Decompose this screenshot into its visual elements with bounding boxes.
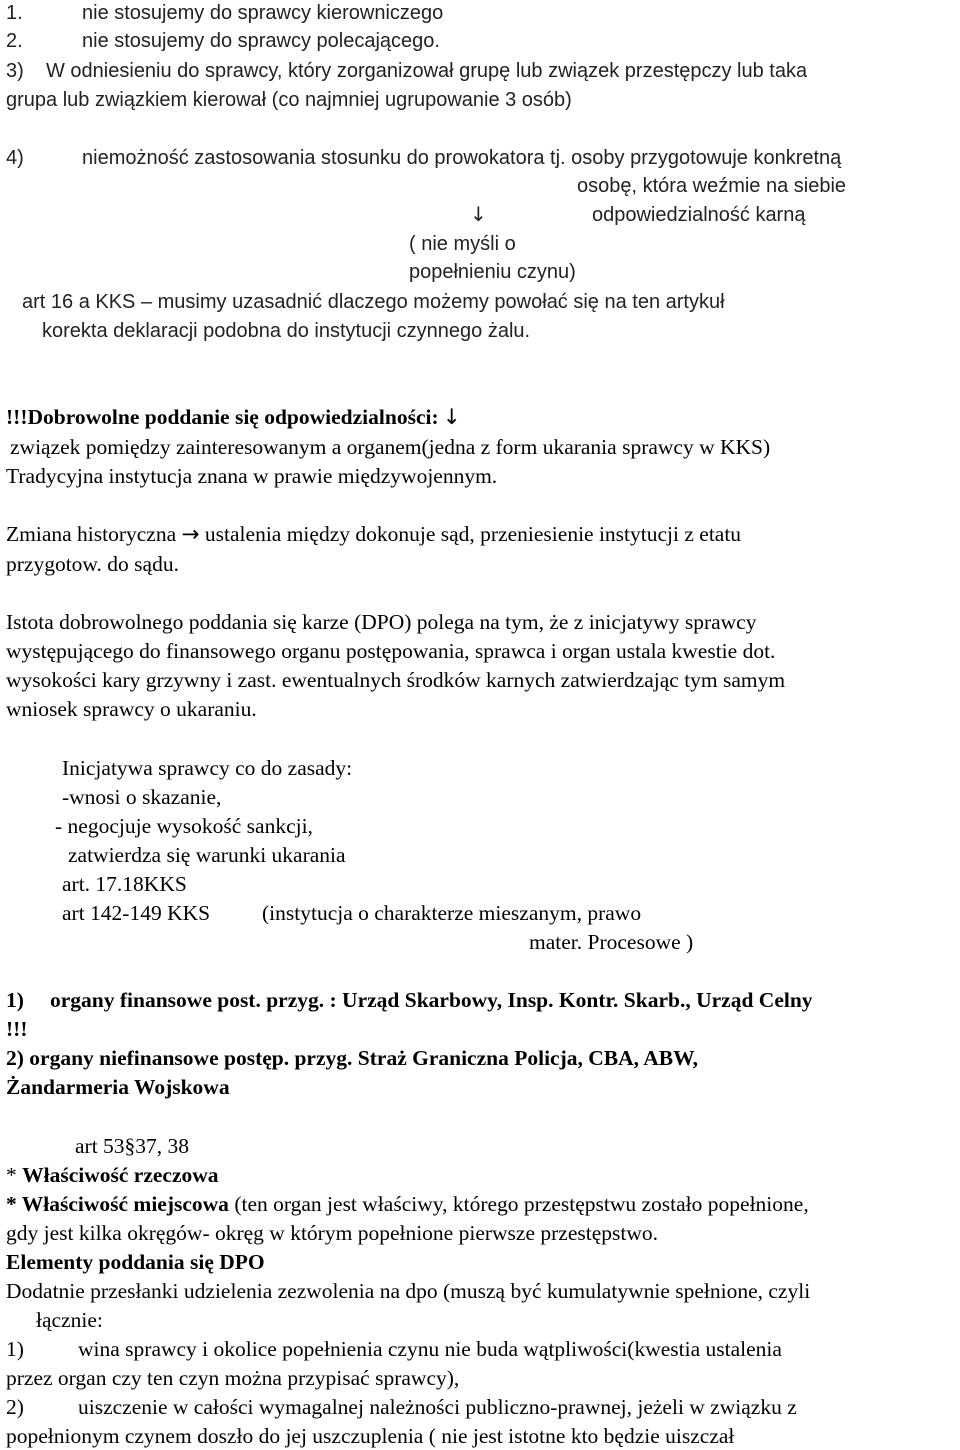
list-item-2: 2. nie stosujemy do sprawcy polecającego. — [6, 30, 440, 52]
art-16a-line: art 16 a KKS – musimy uzasadnić dlaczego możemy powołać się na ten artykuł — [22, 291, 725, 313]
list-item-1: 1. nie stosujemy do sprawcy kierowniczego — [6, 2, 444, 24]
paragraph-line: Zmiana historyczna → ustalenia między dokonuje sąd, przeniesienie instytucji z etatu — [6, 522, 742, 547]
competence-subject: * Właściwość rzeczowa — [6, 1163, 219, 1187]
paragraph-line: gdy jest kilka okręgów- okręg w którym popełnione pierwsze przestępstwo. — [6, 1221, 659, 1245]
competence-place: * Właściwość miejscowa (ten organ jest właściwy, którego przestępstwu zostało popełnione, — [6, 1192, 809, 1216]
organs-item-2: 2) organy niefinansowe postęp. przyg. Straż Graniczna Policja, CBA, ABW, — [6, 1046, 698, 1070]
paragraph-line: łącznie: — [36, 1308, 103, 1332]
initiative-line: -wnosi o skazanie, — [62, 785, 222, 809]
list-item-3-cont: grupa lub związkiem kierował (co najmniej ugrupowanie 3 osób) — [6, 89, 572, 111]
initiative-line: zatwierdza się warunki ukarania — [68, 843, 346, 867]
organs-item-1-cont: !!! — [6, 1017, 28, 1041]
initiative-line: Inicjatywa sprawcy co do zasady: — [62, 756, 353, 780]
paragraph-line: występującego do finansowego organu postępowania, sprawca i organ ustala kwestie dot. — [6, 639, 776, 663]
paragraph-line: Dodatnie przesłanki udzielenia zezwolenia na dpo (muszą być kumulatywnie spełnione, czyli — [6, 1279, 811, 1303]
condition-item-2: 2) uiszczenie w całości wymagalnej należności publiczno-prawnej, jeżeli w związku z — [6, 1395, 797, 1419]
initiative-line: art. 17.18KKS — [62, 872, 187, 896]
arrow-down-icon: ↓ — [442, 405, 461, 430]
list-item-3: 3) W odniesieniu do sprawcy, który zorganizował grupę lub związek przestępczy lub taka — [6, 60, 808, 82]
list-item-4-cont-1: osobę, która weźmie na siebie — [577, 175, 847, 197]
initiative-line: art 142-149 KKS (instytucja o charakterze mieszanym, prawo — [62, 901, 642, 925]
arrow-right-icon: → — [181, 522, 200, 547]
paragraph-line: przygotow. do sądu. — [6, 552, 179, 576]
condition-item-2-cont: popełnionym czynem doszło do jej uszczuplenia ( nie jest istotne kto będzie uiszczał — [6, 1424, 735, 1448]
list-item-4-cont-4: popełnieniu czynu) — [409, 261, 576, 283]
organs-item-2-cont: Żandarmeria Wojskowa — [6, 1075, 230, 1099]
paragraph-line: Istota dobrowolnego poddania się karze (DPO) polega na tym, że z inicjatywy sprawcy — [6, 610, 757, 634]
article-ref: art 53§37, 38 — [75, 1134, 190, 1158]
list-item-4-cont-2: ↓ odpowiedzialność karną — [470, 202, 806, 226]
condition-item-1: 1) wina sprawcy i okolice popełnienia czynu nie buda wątpliwości(kwestia ustalenia — [6, 1337, 782, 1361]
paragraph-line: wysokości kary grzywny i zast. ewentualnych środków karnych zatwierdzając tym samym — [6, 668, 786, 692]
initiative-line: mater. Procesowe ) — [529, 930, 694, 954]
paragraph-line: związek pomiędzy zainteresowanym a organem(jedna z form ukarania sprawcy w KKS) — [10, 435, 771, 459]
list-item-4-cont-3: ( nie myśli o — [409, 233, 516, 255]
section-heading-dpo: !!!Dobrowolne poddanie się odpowiedzialności: ↓ — [6, 405, 461, 430]
list-item-4: 4) niemożność zastosowania stosunku do prowokatora tj. osoby przygotowuje konkretną — [6, 147, 842, 169]
section-heading-elements: Elementy poddania się DPO — [6, 1250, 265, 1274]
paragraph-line: wniosek sprawcy o ukaraniu. — [6, 697, 257, 721]
initiative-line: - negocjuje wysokość sankcji, — [55, 814, 313, 838]
arrow-down-icon: ↓ — [470, 202, 487, 226]
korekta-line: korekta deklaracji podobna do instytucji czynnego żalu. — [42, 320, 531, 342]
organs-item-1: 1) organy finansowe post. przyg. : Urząd Skarbowy, Insp. Kontr. Skarb., Urząd Celny — [6, 988, 813, 1012]
condition-item-1-cont: przez organ czy ten czyn można przypisać sprawcy), — [6, 1366, 460, 1390]
paragraph-line: Tradycyjna instytucja znana w prawie międzywojennym. — [6, 464, 498, 488]
